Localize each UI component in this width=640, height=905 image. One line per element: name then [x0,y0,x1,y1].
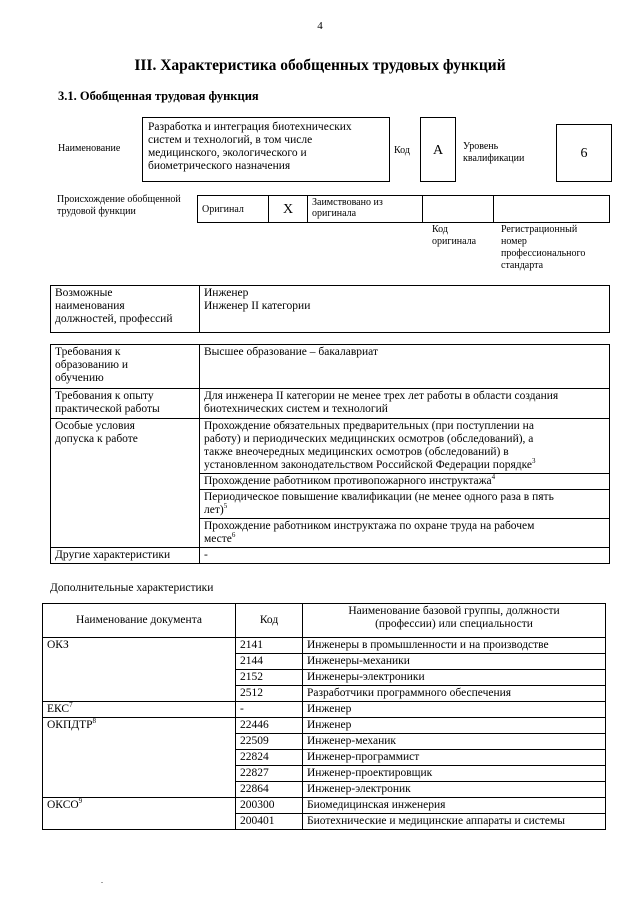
document-name: ЕКС [47,703,70,715]
special-condition-safety-briefing [200,519,610,548]
function-name-line: Разработка и интеграция биотехнических [148,121,352,133]
document-cell [43,798,236,830]
name-cell: Инженер-механик [303,734,606,750]
footnote-ref: 9 [78,797,83,806]
section-title: III. Характеристика обобщенных трудовых функций [134,57,506,74]
value-line: Прохождение работником инструктажа по охране труда на рабочем [204,520,535,532]
position-item: Инженер [204,287,249,299]
code-cell: 22864 [236,782,303,798]
value-line [204,504,605,517]
code-cell: 200300 [236,798,303,814]
value-line [204,533,605,546]
label-line: практической работы [55,403,160,415]
value-text: месте [204,533,232,545]
code-cell: - [236,702,303,718]
borrowed-label [308,196,423,223]
borrowed-label-line: оригинала [312,208,357,219]
value-line: Периодическое повышение квалификации (не менее одного раза в пять [204,491,554,503]
label-line: образованию и [55,359,128,371]
document-cell [43,702,236,718]
positions-values [200,286,610,333]
label-line: Особые условия [55,420,135,432]
caption-line: Код [432,224,448,235]
code-original-caption [432,224,476,248]
origin-label-line: трудовой функции [57,206,136,217]
positions-label [51,286,200,333]
code-cell: 22824 [236,750,303,766]
caption-line: профессионального [501,248,586,259]
requirements-table [50,344,610,564]
function-name-line: медицинского, экологического и [148,147,307,159]
footnote-ref: 8 [92,717,97,726]
other-characteristics-label: Другие характеристики [51,548,200,564]
code-cell: 22446 [236,718,303,734]
level-label-line: квалификации [463,153,525,164]
special-conditions-label [51,419,200,548]
col-header-name [303,604,606,638]
name-label: Наименование [58,143,121,154]
page-number: 4 [317,20,323,32]
code-cell: 22509 [236,734,303,750]
value-line: биотехнических систем и технологий [204,403,388,415]
code-cell: 2512 [236,686,303,702]
caption-line: оригинала [432,236,477,247]
caption-line: стандарта [501,260,544,271]
value-line: Для инженера II категории не менее трех лет работы в области создания [204,390,559,402]
label-line: допуска к работе [55,433,138,445]
code-cell: 200401 [236,814,303,830]
code-original-cell [423,196,494,223]
name-cell: Инженеры в промышленности и на производстве [303,638,606,654]
footnote-ref: 4 [491,473,496,482]
code-label: Код [394,145,410,156]
name-cell: Инженеры-механики [303,654,606,670]
other-characteristics-value: - [200,548,610,564]
document-cell [43,638,236,702]
name-cell: Инженер [303,718,606,734]
value-line: работу) и периодических медицинских осмотров (обследований), а [204,433,534,445]
name-cell: Разработчики программного обеспечения [303,686,606,702]
col-header-document: Наименование документа [43,604,236,638]
experience-label [51,389,200,419]
positions-label-line: наименования [55,300,125,312]
name-cell: Инженер-проектировщик [303,766,606,782]
code-cell: 2141 [236,638,303,654]
name-cell: Инженер [303,702,606,718]
special-condition-fire-safety [200,474,610,490]
special-condition-qualification [200,490,610,519]
label-line: Требования к [55,346,121,358]
caption-line: Регистрационный [501,224,578,235]
scan-dot: . [101,876,103,885]
document-name: ОКПДТР [47,719,93,731]
name-cell: Биотехнические и медицинские аппараты и системы [303,814,606,830]
function-name-line: систем и технологий, в том числе [148,134,313,146]
document-name: ОКЗ [47,639,69,651]
code-cell: 2144 [236,654,303,670]
origin-label [57,194,181,218]
special-condition-medical [200,419,610,474]
subsection-title: 3.1. Обобщенная трудовая функция [58,89,259,103]
positions-label-line: должностей, профессий [55,313,173,325]
additional-body [43,638,606,830]
value-line: Прохождение обязательных предварительных (при поступлении на [204,420,534,432]
reg-number-caption [501,224,585,272]
education-label [51,345,200,389]
table-row [43,702,606,718]
caption-line: номер [501,236,527,247]
function-name-line: биометрического назначения [148,160,291,172]
value-text: установленном законодательством Российской Федерации порядке [204,459,532,471]
value-line: также внеочередных медицинских осмотров (обследований) в [204,446,509,458]
level-label [463,141,524,165]
name-cell: Инженер-программист [303,750,606,766]
value-text: лет) [204,504,224,516]
name-cell: Инженер-электроник [303,782,606,798]
education-value: Высшее образование – бакалавриат [200,345,610,389]
position-item: Инженер II категории [204,300,311,312]
footnote-ref: 3 [532,457,536,466]
positions-label-line: Возможные [55,287,113,299]
code-cell: 22827 [236,766,303,782]
label-line: Требования к опыту [55,390,154,402]
reg-number-cell [494,196,610,223]
footnote-ref: 7 [69,701,73,710]
original-label: Оригинал [198,196,269,223]
footnote-ref: 6 [231,531,236,540]
qualification-level-value: 6 [556,124,612,182]
origin-table [197,195,610,223]
name-cell: Инженеры-электроники [303,670,606,686]
value-text: Прохождение работником противопожарного инструктажа [204,475,492,487]
function-name-box [142,117,390,182]
document-name: ОКСО [47,799,79,811]
code-value: A [420,117,456,182]
experience-value [200,389,610,419]
additional-table [42,603,606,830]
table-row [43,718,606,734]
positions-table [50,285,610,333]
name-cell: Биомедицинская инженерия [303,798,606,814]
header-line: (профессии) или специальности [375,618,533,630]
table-row [43,798,606,814]
level-label-line: Уровень [463,141,499,152]
value-line [204,459,605,472]
borrowed-label-line: Заимствовано из [312,197,383,208]
footnote-ref: 5 [223,502,228,511]
col-header-code: Код [236,604,303,638]
code-cell: 2152 [236,670,303,686]
document-cell [43,718,236,798]
additional-heading: Дополнительные характеристики [50,582,214,594]
table-row [43,638,606,654]
original-mark: X [269,196,308,223]
label-line: обучению [55,372,104,384]
origin-label-line: Происхождение обобщенной [57,194,181,205]
header-line: Наименование базовой группы, должности [348,605,560,617]
